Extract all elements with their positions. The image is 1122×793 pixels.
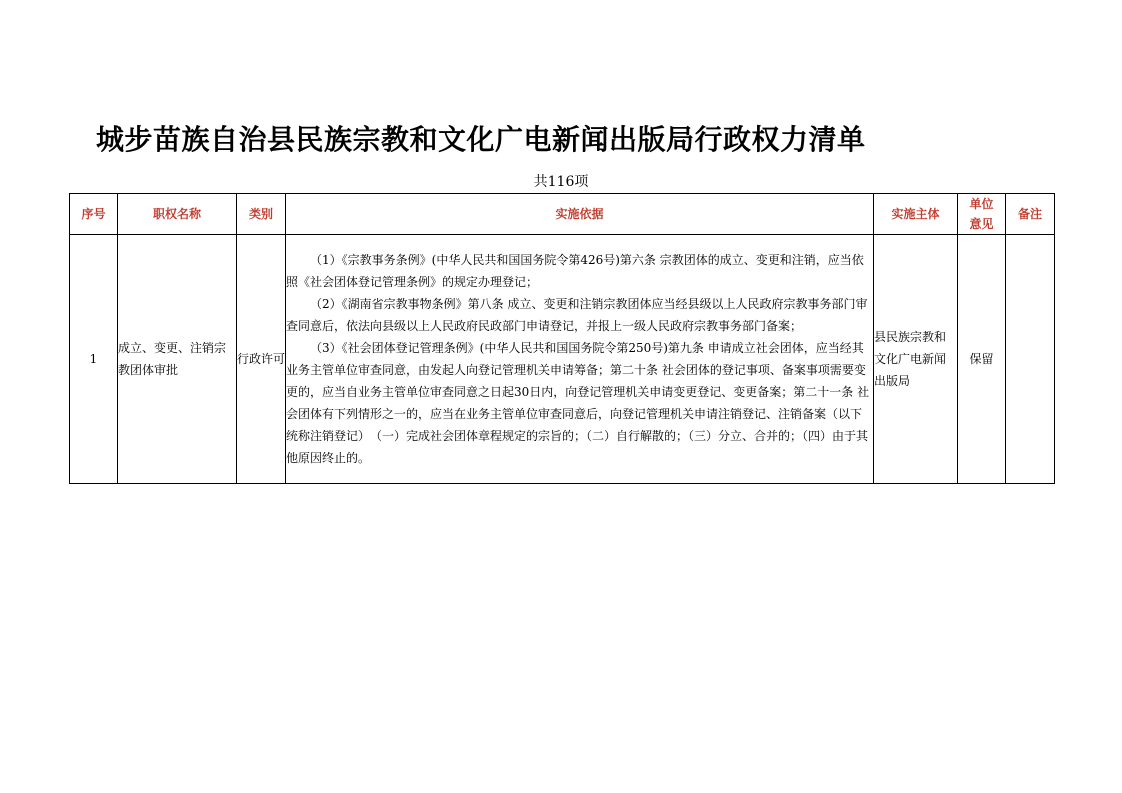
header-opinion-text: 单位意见 <box>969 197 994 231</box>
basis-paragraph: （1）《宗教事务条例》(中华人民共和国国务院令第426号)第六条 宗教团体的成立、变更和注销，应当依照《社会团体登记管理条例》的规定办理登记； <box>286 253 864 289</box>
cell-type: 行政许可 <box>237 235 286 484</box>
header-name: 职权名称 <box>118 194 237 235</box>
header-opinion <box>958 194 1006 235</box>
cell-opinion: 保留 <box>958 235 1006 484</box>
cell-name: 成立、变更、注销宗教团体审批 <box>118 235 237 484</box>
header-basis: 实施依据 <box>286 194 874 235</box>
item-count: 共116项 <box>533 174 589 190</box>
basis-paragraph: （3）《社会团体登记管理条例》(中华人民共和国国务院令第250号)第九条 申请成立社会团体，应当经其业务主管单位审查同意，由发起人向登记管理机关申请筹备；第二十条 社会团体的登记事项、备案事项需要变更的，应当自业务主管单位审查同意之日起30日内，向登记管理机关申请变更登记、变更备案；第二十一条 社会团体有下列情形之一的，应当在业务主管单位审查同意后，向登记管理机关申请注销登记、注销备案（以下统称注销登记） （一）完成社会团体章程规定的宗旨的；（二）自行解散的；（三）分立、合并的；（四）由于其他原因终止的。 <box>286 341 870 465</box>
table-row <box>70 235 1055 484</box>
power-list-table <box>69 193 1055 484</box>
cell-seq: 1 <box>70 235 118 484</box>
table-body <box>70 235 1055 484</box>
header-seq: 序号 <box>70 194 118 235</box>
cell-body: 县民族宗教和文化广电新闻出版局 <box>874 235 958 484</box>
cell-basis <box>286 235 874 484</box>
document-title: 城步苗族自治县民族宗教和文化广电新闻出版局行政权力清单 <box>96 123 866 156</box>
header-type: 类别 <box>237 194 286 235</box>
cell-remark <box>1006 235 1055 484</box>
table-header <box>70 194 1055 235</box>
header-body: 实施主体 <box>874 194 958 235</box>
header-remark: 备注 <box>1006 194 1055 235</box>
header-row <box>70 194 1055 235</box>
basis-paragraph: （2）《湖南省宗教事物条例》第八条 成立、变更和注销宗教团体应当经县级以上人民政府宗教事务部门审查同意后，依法向县级以上人民政府民政部门申请登记，并报上一级人民政府宗教事务部门备案； <box>286 297 868 333</box>
